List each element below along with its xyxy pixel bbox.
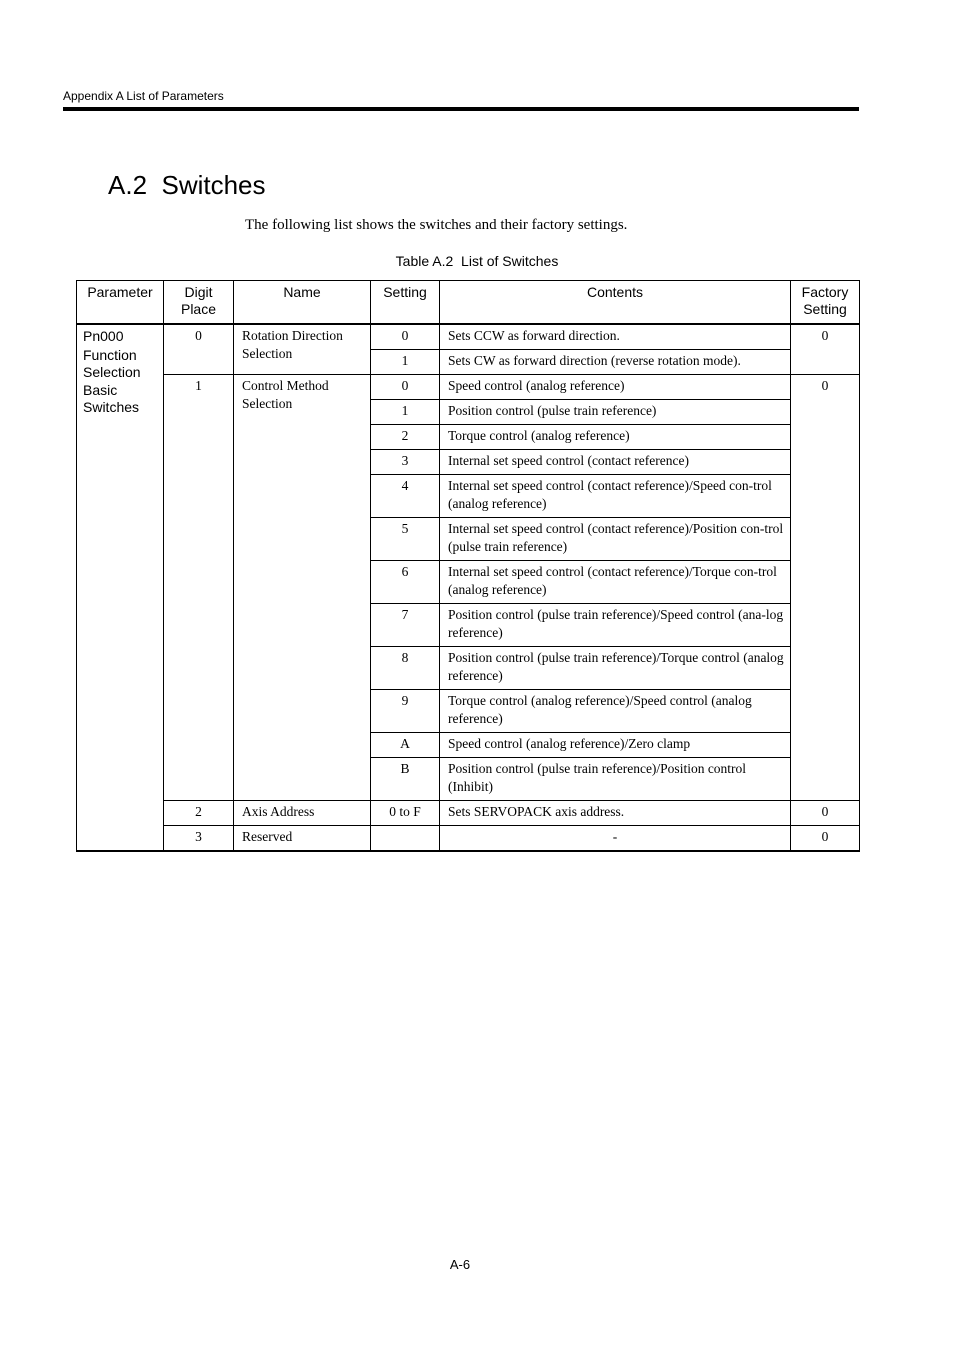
table-caption: Table A.2 List of Switches bbox=[395, 253, 559, 269]
table-row bbox=[77, 324, 860, 350]
switch-name-cell: Control Method Selection bbox=[234, 375, 371, 801]
factory-setting-cell: 0 bbox=[791, 801, 860, 826]
intro-paragraph: The following list shows the switches and their factory settings. bbox=[245, 217, 628, 233]
table-row bbox=[77, 801, 860, 826]
setting-cell: 3 bbox=[371, 450, 440, 475]
contents-cell: - bbox=[440, 826, 791, 852]
contents-cell: Sets CCW as forward direction. bbox=[440, 324, 791, 350]
contents-cell: Internal set speed control (contact reference)/Position con-trol (pulse train reference) bbox=[440, 518, 791, 561]
contents-cell: Internal set speed control (contact reference) bbox=[440, 450, 791, 475]
contents-cell: Position control (pulse train reference)/Torque control (analog reference) bbox=[440, 647, 791, 690]
col-header-name: Name bbox=[234, 281, 371, 325]
switch-name-cell: Reserved bbox=[234, 826, 371, 852]
contents-cell: Internal set speed control (contact reference)/Torque con-trol (analog reference) bbox=[440, 561, 791, 604]
setting-cell: 1 bbox=[371, 400, 440, 425]
contents-cell: Sets SERVOPACK axis address. bbox=[440, 801, 791, 826]
digit-place-cell: 0 bbox=[164, 324, 234, 375]
setting-cell: 0 bbox=[371, 375, 440, 400]
col-header-digit-place: Digit Place bbox=[164, 281, 234, 325]
digit-place-cell: 1 bbox=[164, 375, 234, 801]
setting-cell: 5 bbox=[371, 518, 440, 561]
contents-cell: Torque control (analog reference)/Speed control (analog reference) bbox=[440, 690, 791, 733]
table-row bbox=[77, 375, 860, 400]
setting-cell: 2 bbox=[371, 425, 440, 450]
factory-setting-cell: 0 bbox=[791, 375, 860, 801]
switches-table bbox=[76, 280, 860, 852]
page-number: A-6 bbox=[449, 1257, 471, 1272]
contents-cell: Sets CW as forward direction (reverse rotation mode). bbox=[440, 350, 791, 375]
digit-place-cell: 3 bbox=[164, 826, 234, 852]
col-header-contents: Contents bbox=[440, 281, 791, 325]
parameter-code: Pn000 bbox=[83, 328, 124, 344]
running-header: Appendix A List of Parameters bbox=[63, 89, 224, 103]
parameter-cell: Pn000 Function Selection Basic Switches bbox=[77, 324, 164, 851]
setting-cell: A bbox=[371, 733, 440, 758]
factory-setting-cell: 0 bbox=[791, 324, 860, 375]
table-header-row bbox=[77, 281, 860, 325]
setting-cell: 0 to F bbox=[371, 801, 440, 826]
setting-cell: B bbox=[371, 758, 440, 801]
digit-place-cell: 2 bbox=[164, 801, 234, 826]
setting-cell: 6 bbox=[371, 561, 440, 604]
setting-cell: 7 bbox=[371, 604, 440, 647]
contents-cell: Position control (pulse train reference)/Speed control (ana-log reference) bbox=[440, 604, 791, 647]
setting-cell: 9 bbox=[371, 690, 440, 733]
header-rule bbox=[63, 107, 859, 111]
col-header-parameter: Parameter bbox=[77, 281, 164, 325]
contents-cell: Speed control (analog reference) bbox=[440, 375, 791, 400]
contents-cell: Position control (pulse train reference) bbox=[440, 400, 791, 425]
contents-cell: Position control (pulse train reference)/Position control (Inhibit) bbox=[440, 758, 791, 801]
col-header-factory-setting: Factory Setting bbox=[791, 281, 860, 325]
col-header-setting: Setting bbox=[371, 281, 440, 325]
setting-cell: 1 bbox=[371, 350, 440, 375]
contents-cell: Speed control (analog reference)/Zero clamp bbox=[440, 733, 791, 758]
switch-name-cell: Axis Address bbox=[234, 801, 371, 826]
setting-cell bbox=[371, 826, 440, 852]
contents-cell: Internal set speed control (contact reference)/Speed con-trol (analog reference) bbox=[440, 475, 791, 518]
setting-cell: 4 bbox=[371, 475, 440, 518]
table-row bbox=[77, 826, 860, 852]
factory-setting-cell: 0 bbox=[791, 826, 860, 852]
contents-cell: Torque control (analog reference) bbox=[440, 425, 791, 450]
setting-cell: 8 bbox=[371, 647, 440, 690]
switch-name-cell: Rotation Direction Selection bbox=[234, 324, 371, 375]
setting-cell: 0 bbox=[371, 324, 440, 350]
section-title: A.2 Switches bbox=[108, 170, 266, 200]
